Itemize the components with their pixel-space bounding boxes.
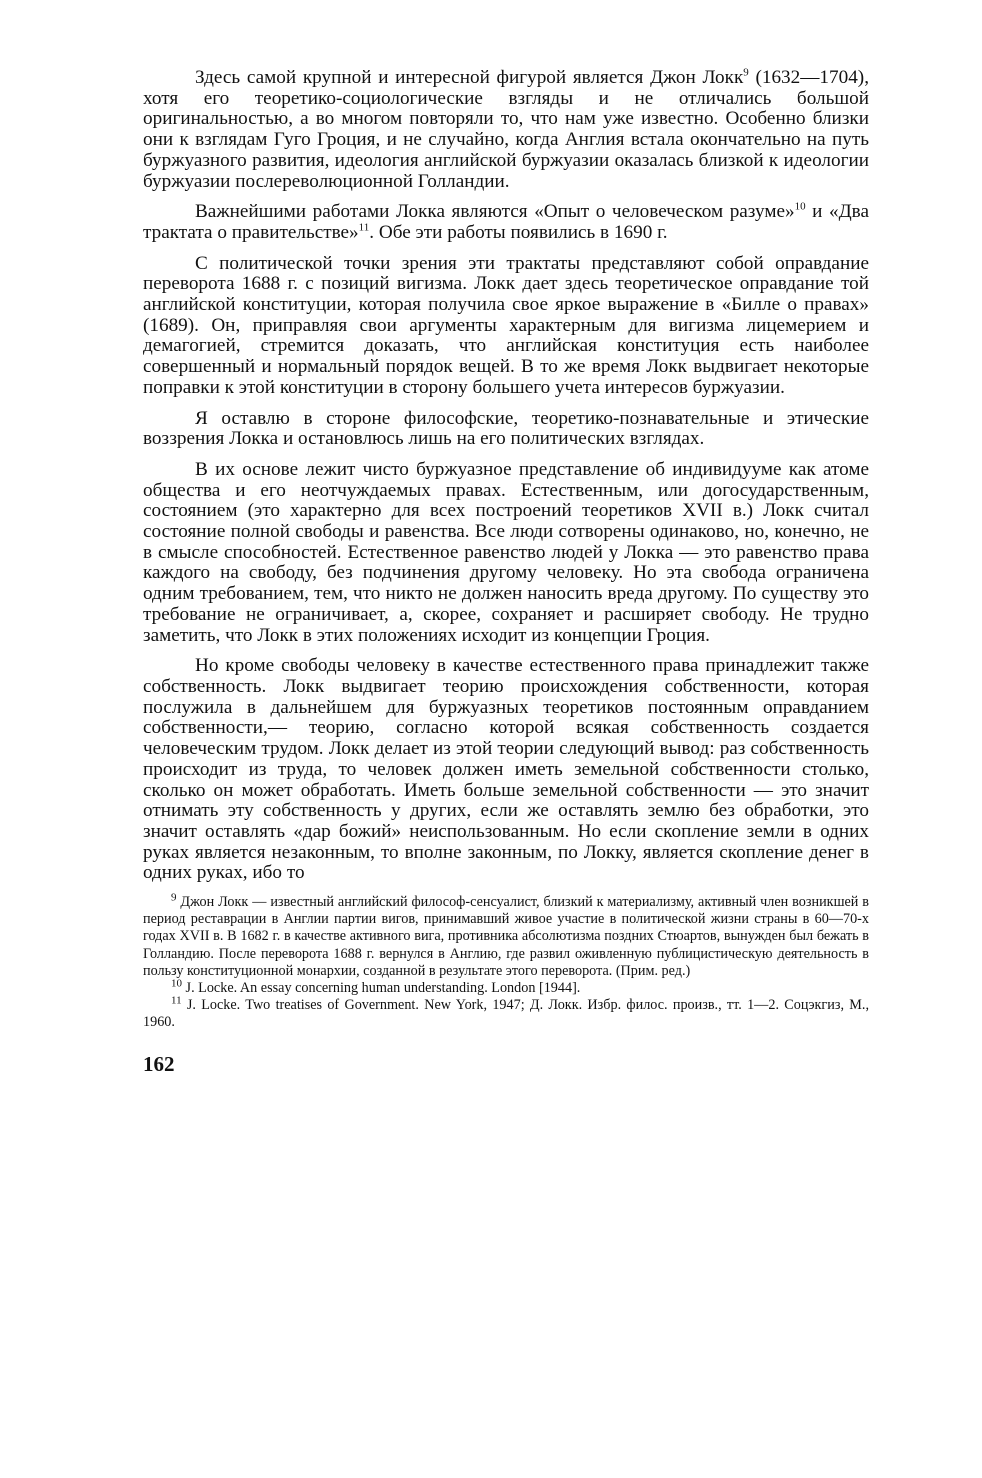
paragraph-1 <box>143 68 869 192</box>
paragraph-4 <box>143 409 869 450</box>
paragraph-5 <box>143 460 869 646</box>
paragraph-text: В их основе лежит чисто буржуазное представление об индивидууме как атоме общества и его неотчуждаемых правах. Естественным, или догосударственным, состоянием (это характерно для всех построений теоретиков XVII в.) Локк считал состояние полной свободы и равенства. Все люди сотворены одинаково, но, конечно, не в смысле способностей. Естественное равенство людей у Локка — это равенство права каждого на свободу, без подчинения другому человеку. Но эта свобода ограничена одним требованием, тем, что никто не должен наносить вреда другому. По существу это требование не ограничивает, а, скорее, сохраняет и расширяет свободу. Не трудно заметить, что Локк в этих положениях исходит из концепции Гроция. <box>143 458 869 646</box>
paragraph-text: Но кроме свободы человеку в качестве естественного права принадлежит также собственность. Локк выдвигает теорию происхождения собственности, которая послужила в дальнейшем для буржуазных теоретиков постоянным оправданием собственности,— теорию, согласно которой всякая собственность создается человеческим трудом. Локк делает из этой теории следующий вывод: раз собственность происходит из труда, то человек должен иметь земельной собственности столько, сколько он может обработать. Иметь больше земельной собственности — это значит отнимать эту собственность у других, если же оставлять землю без обработки, это значит оставлять «дар божий» неиспользованным. Но если скопление земли в одних руках является незаконным, то вполне законным, по Локку, является скопление денег в одних руках, ибо то <box>143 655 869 884</box>
footnote-11 <box>143 994 869 1031</box>
footnote-ref: 9 <box>743 66 749 79</box>
footnote-mark: 10 <box>171 977 182 990</box>
page-content <box>143 68 869 1077</box>
footnote-mark: 9 <box>171 891 177 904</box>
paragraph-text: . Обе эти работы появились в 1690 г. <box>369 221 668 243</box>
footnote-text: J. Locke. An essay concerning human understanding. London [1944]. <box>182 980 581 997</box>
paragraph-text: и «Два трактата о правительстве» <box>143 201 869 243</box>
footnote-9 <box>143 891 869 980</box>
footnote-10 <box>143 977 869 997</box>
footnote-text: J. Locke. Two treatises of Government. New York, 1947; Д. Локк. Избр. филос. произв., тт. 1—2. Соцэкгиз, М., 1960. <box>143 997 869 1031</box>
footnote-ref: 11 <box>358 221 370 234</box>
footnote-text: Джон Локк — известный английский философ-сенсуалист, близкий к материализму, активный член возникшей в период реставрации в Англии партии вигов, принимавший живое участие в политической жизни страны в 60—70-х годах XVII в. В 1682 г. в качестве активного вига, противника абсолютизма поздних Стюартов, вынужден был бежать в Голландию. После переворота 1688 г. вернулся в Англию, где развил оживленную публицистическую деятельность в пользу конституционной монархии, созданной в результате этого переворота. (Прим. ред.) <box>143 894 869 979</box>
footnote-mark: 11 <box>171 994 182 1007</box>
paragraph-text: С политической точки зрения эти трактаты представляют собой оправдание переворота 1688 г. с позиций вигизма. Локк дает здесь теоретическое оправдание той английской конституции, которая получила свое яркое выражение в «Билле о правах» (1689). Он, приправляя свои аргументы характерным для вигизма лицемерием и демагогией, стремится доказать, что английская конституция есть наиболее совершенный и нормальный порядок вещей. В то же время Локк выдвигает некоторые поправки к этой конституции в сторону большего учета интересов буржуазии. <box>143 252 869 398</box>
paragraph-text: Важнейшими работами Локка являются «Опыт о человеческом разуме» <box>195 201 795 223</box>
paragraph-6 <box>143 656 869 884</box>
paragraph-2 <box>143 202 869 243</box>
paragraph-text: Я оставлю в стороне философские, теоретико-познавательные и этические воззрения Локка и остановлюсь лишь на его политических взглядах. <box>143 407 869 450</box>
paragraph-3 <box>143 254 869 399</box>
footnotes <box>143 891 869 1032</box>
page-number: 162 <box>143 1051 175 1076</box>
paragraph-text: (1632—1704), хотя его теоретико-социологические взгляды и не отличались большой оригинальностью, а во многом повторяли то, что нам уже известно. Особенно близки они к взглядам Гуго Гроция, и не случайно, когда Англия встала окончательно на путь буржуазного развития, идеология английской буржуазии оказалась близкой к идеологии буржуазии послереволюционной Голландии. <box>143 67 869 192</box>
footnote-ref: 10 <box>794 200 806 213</box>
paragraph-text: Здесь самой крупной и интересной фигурой является Джон Локк <box>195 67 744 88</box>
